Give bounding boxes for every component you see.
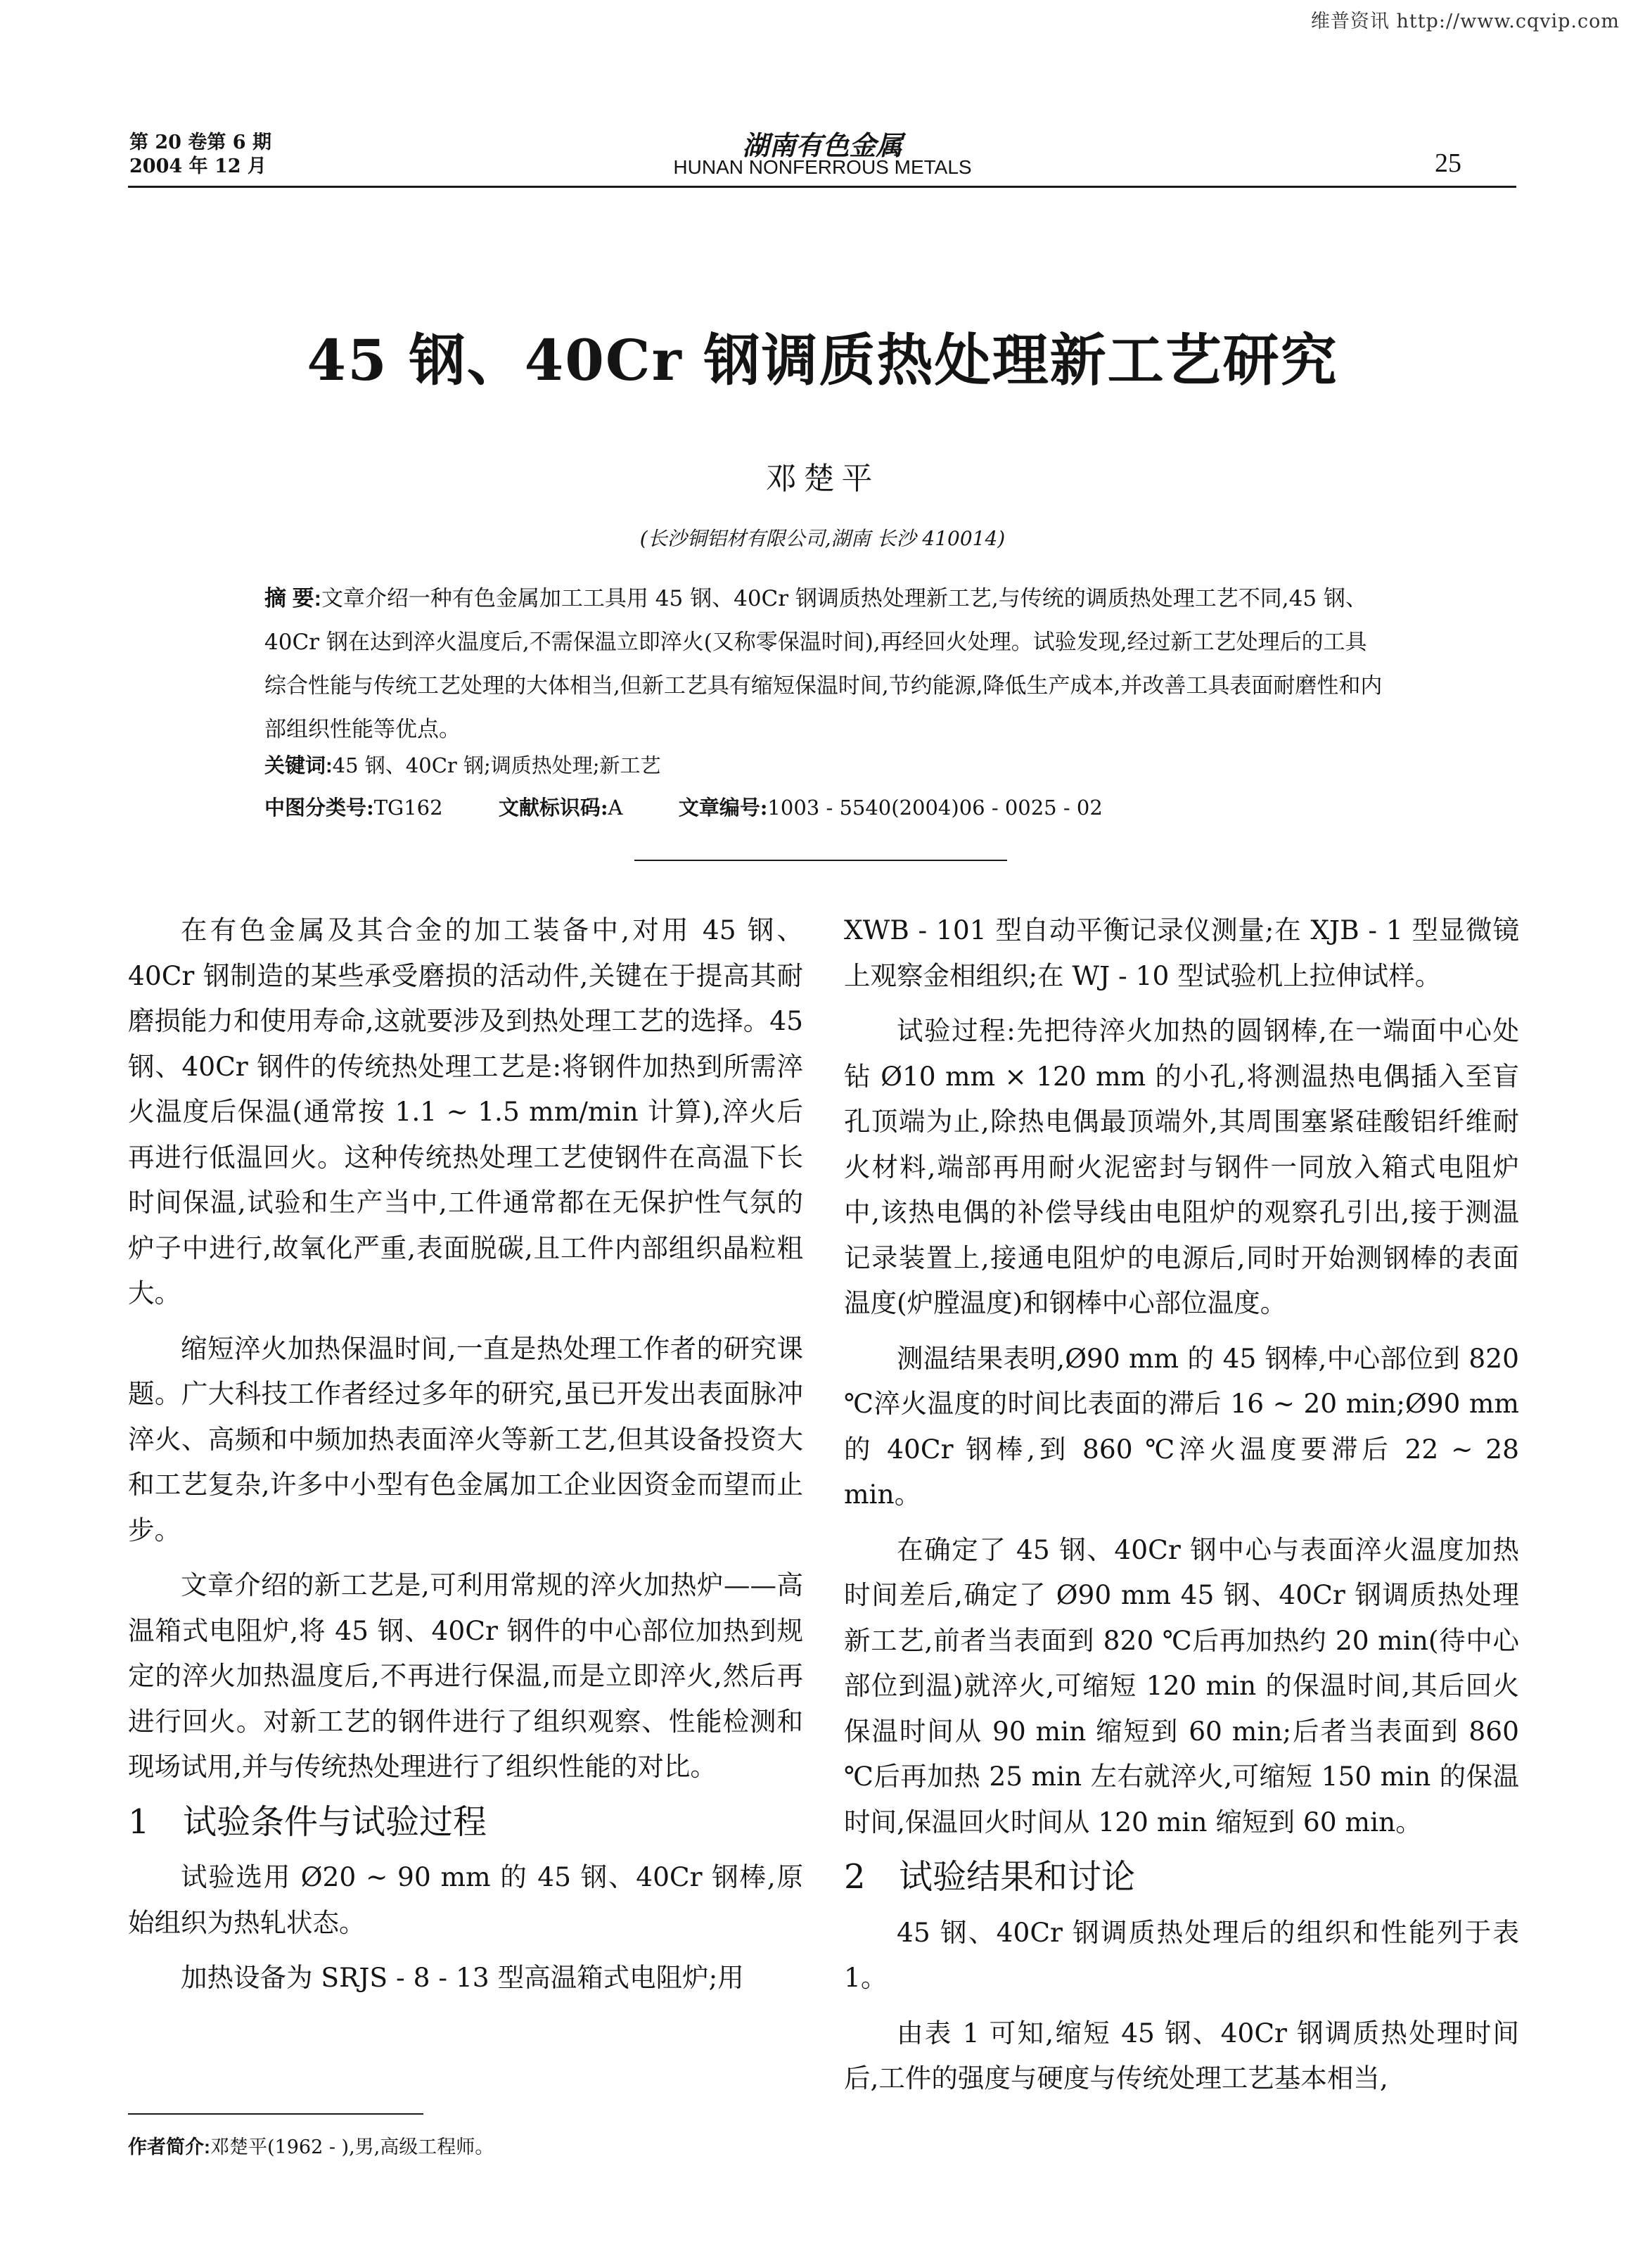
abstract-divider (634, 860, 1007, 861)
abstract (264, 577, 1383, 751)
keywords-label: 关键词: (264, 755, 333, 777)
page-number: 25 (1435, 148, 1461, 178)
watermark: 维普资讯 http://www.cqvip.com (1310, 11, 1620, 32)
section-number: 2 (844, 1857, 866, 1897)
section-title: 试验结果和讨论 (899, 1857, 1136, 1897)
keywords (264, 750, 661, 779)
body-paragraph: 加热设备为 SRJS - 8 - 13 型高温箱式电阻炉;用 (181, 1962, 744, 1993)
right-column (844, 907, 1519, 2111)
abstract-label: 摘 要: (264, 586, 321, 611)
section-heading-1 (128, 1799, 803, 1845)
doc-code-label: 文献标识码: (498, 796, 608, 820)
body-paragraph: 文章介绍的新工艺是,可利用常规的淬火加热炉——高温箱式电阻炉,将 45 钢、40Cr 钢件的中心部位加热到规定的淬火加热温度后,不再进行保温,而是立即淬火,然后再进行回火。对新工艺的钢件进行了组织观察、性能检测和现场试用,并与传统热处理进行了组织性能的对比。 (128, 1569, 803, 1782)
section-heading-2 (844, 1854, 1519, 1900)
publication-date: 2004 年 12 月 (129, 155, 267, 177)
section-title: 试验条件与试验过程 (183, 1802, 487, 1842)
body-paragraph: 在有色金属及其合金的加工装备中,对用 45 钢、40Cr 钢制造的某些承受磨损的活动件,关键在于提高其耐磨损能力和使用寿命,这就要涉及到热处理工艺的选择。45 钢、40Cr 钢件的传统热处理工艺是:将钢件加热到所需淬火温度后保温(通常按 1.1 ~ 1.5 mm/min 计算),淬火后再进行低温回火。这种传统热处理工艺使钢件在高温下长时间保温,试验和生产当中,工件通常都在无保护性气氛的炉子中进行,故氧化严重,表面脱碳,且工件内部组织晶粒粗大。 (128, 915, 803, 1308)
body-paragraph: 在确定了 45 钢、40Cr 钢中心与表面淬火温度加热时间差后,确定了 Ø90 mm 45 钢、40Cr 钢调质热处理新工艺,前者当表面到 820 ℃后再加热约 20 min(待中心部位到温)就淬火,可缩短 120 min 的保温时间,其后回火保温时间从 90 min 缩短到 60 min;后者当表面到 860 ℃后再加热 25 min 左右就淬火,可缩短 150 min 的保温时间,保温回火时间从 120 min 缩短到 60 min。 (844, 1534, 1519, 1837)
body-paragraph: 由表 1 可知,缩短 45 钢、40Cr 钢调质热处理时间后,工件的强度与硬度与传统处理工艺基本相当, (844, 2017, 1519, 2094)
footnote-label: 作者简介: (128, 2136, 210, 2158)
body-paragraph: 测温结果表明,Ø90 mm 的 45 钢棒,中心部位到 820 ℃淬火温度的时间比表面的滞后 16 ~ 20 min;Ø90 mm 的 40Cr 钢棒,到 860 ℃淬火温度要滞后 22 ~ 28 min。 (844, 1342, 1519, 1510)
footnote-rule (128, 2113, 423, 2115)
doc-code-value: A (608, 796, 623, 820)
body-paragraph: 缩短淬火加热保温时间,一直是热处理工作者的研究课题。广大科技工作者经过多年的研究,虽已开发出表面脉冲淬火、高频和中频加热表面淬火等新工艺,但其设备投资大和工艺复杂,许多中小型有色金属加工企业因资金而望而止步。 (128, 1332, 803, 1546)
body-paragraph: 试验过程:先把待淬火加热的圆钢棒,在一端面中心处钻 Ø10 mm × 120 mm 的小孔,将测温热电偶插入至盲孔顶端为止,除热电偶最顶端外,其周围塞紧硅酸铝纤维耐火材料,端部再用耐火泥密封与钢件一同放入箱式电阻炉中,该热电偶的补偿导线由电阻炉的观察孔引出,接于测温记录装置上,接通电阻炉的电源后,同时开始测钢棒的表面温度(炉膛温度)和钢棒中心部位温度。 (844, 1015, 1519, 1318)
abstract-text: 文章介绍一种有色金属加工工具用 45 钢、40Cr 钢调质热处理新工艺,与传统的调质热处理工艺不同,45 钢、40Cr 钢在达到淬火温度后,不需保温立即淬火(又称零保温时间),再经回火处理。试验发现,经过新工艺处理后的工具综合性能与传统工艺处理的大体相当,但新工艺具有缩短保温时间,节约能源,降低生产成本,并改善工具表面耐磨性和内部组织性能等优点。 (264, 586, 1383, 742)
footnote-text: 邓楚平(1962 - ),男,高级工程师。 (210, 2136, 494, 2158)
classification-line (264, 792, 1404, 821)
keywords-text: 45 钢、40Cr 钢;调质热处理;新工艺 (332, 753, 661, 777)
article-title: 45 钢、40Cr 钢调质热处理新工艺研究 (307, 327, 1338, 393)
article-number-label: 文章编号: (678, 796, 768, 820)
article-number-value: 1003 - 5540(2004)06 - 0025 - 02 (767, 796, 1103, 820)
clc-label: 中图分类号: (264, 796, 374, 820)
author-footnote (128, 2132, 494, 2159)
volume-issue: 第 20 卷第 6 期 (129, 132, 271, 153)
journal-name-cn: 湖南有色金属 (742, 129, 903, 161)
section-number: 1 (128, 1802, 150, 1842)
left-column (128, 907, 803, 2011)
header-rule (128, 186, 1516, 188)
journal-name-en: HUNAN NONFERROUS METALS (673, 156, 972, 178)
body-paragraph: 45 钢、40Cr 钢调质热处理后的组织和性能列于表 1。 (844, 1916, 1519, 1993)
body-paragraph: XWB - 101 型自动平衡记录仪测量;在 XJB - 1 型显微镜上观察金相组织;在 WJ - 10 型试验机上拉伸试样。 (844, 915, 1519, 991)
affiliation: (长沙铜铝材有限公司,湖南 长沙 410014) (639, 527, 1006, 550)
author-name: 邓楚平 (765, 461, 880, 497)
body-paragraph: 试验选用 Ø20 ~ 90 mm 的 45 钢、40Cr 钢棒,原始组织为热轧状态。 (128, 1861, 803, 1938)
clc-value: TG162 (373, 796, 443, 820)
